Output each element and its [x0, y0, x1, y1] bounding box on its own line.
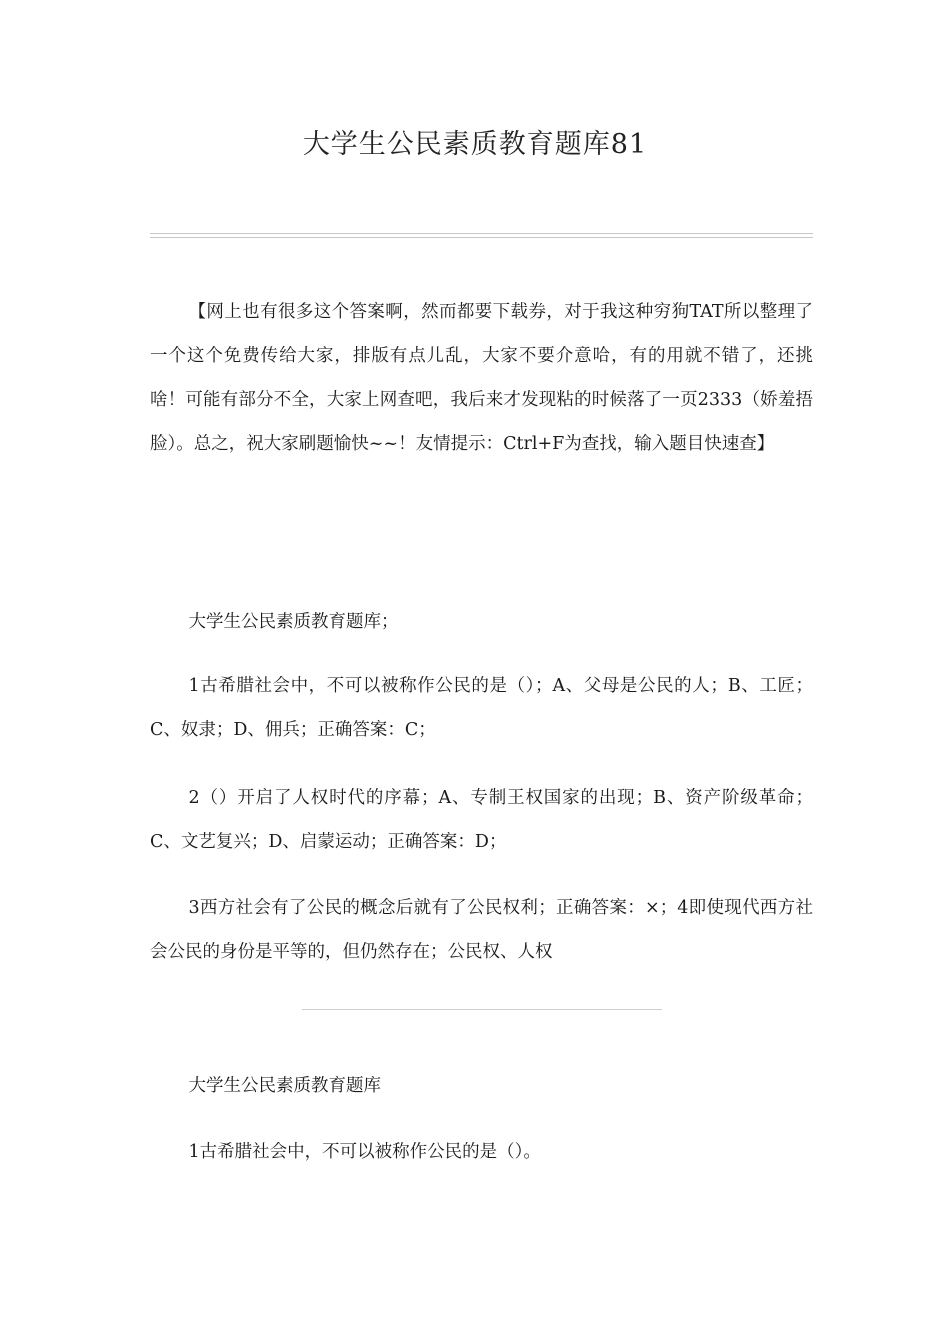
question-paragraph: 2（）开启了人权时代的序幕；A、专制王权国家的出现；B、资产阶级革命；C、文艺复兴；D、启蒙运动；正确答案：D； [150, 787, 813, 852]
question-paragraph: 1古希腊社会中，不可以被称作公民的是（）。 [188, 1141, 541, 1162]
question-paragraph: 1古希腊社会中，不可以被称作公民的是（）；A、父母是公民的人；B、工匠；C、奴隶；D、佣兵；正确答案：C； [150, 675, 813, 740]
question-paragraph: 3西方社会有了公民的概念后就有了公民权利；正确答案：×；4即使现代西方社会公民的身份是平等的，但仍然存在；公民权、人权 [150, 897, 813, 962]
section-divider [302, 1009, 662, 1010]
intro-paragraph: 【网上也有很多这个答案啊，然而都要下载券，对于我这种穷狗TAT所以整理了一个这个免费传给大家，排版有点儿乱，大家不要介意哈，有的用就不错了，还挑啥！可能有部分不全，大家上网查吧，我后来才发现粘的时候落了一页2333（娇羞捂脸）。总之，祝大家刷题愉快~~！友情提示：Ctrl+F为查找，输入题目快速查】 [150, 301, 813, 454]
section-heading: 大学生公民素质教育题库 [188, 1075, 381, 1096]
section-heading: 大学生公民素质教育题库； [188, 611, 399, 632]
title-divider [150, 233, 813, 238]
document-title: 大学生公民素质教育题库81 [302, 129, 648, 160]
